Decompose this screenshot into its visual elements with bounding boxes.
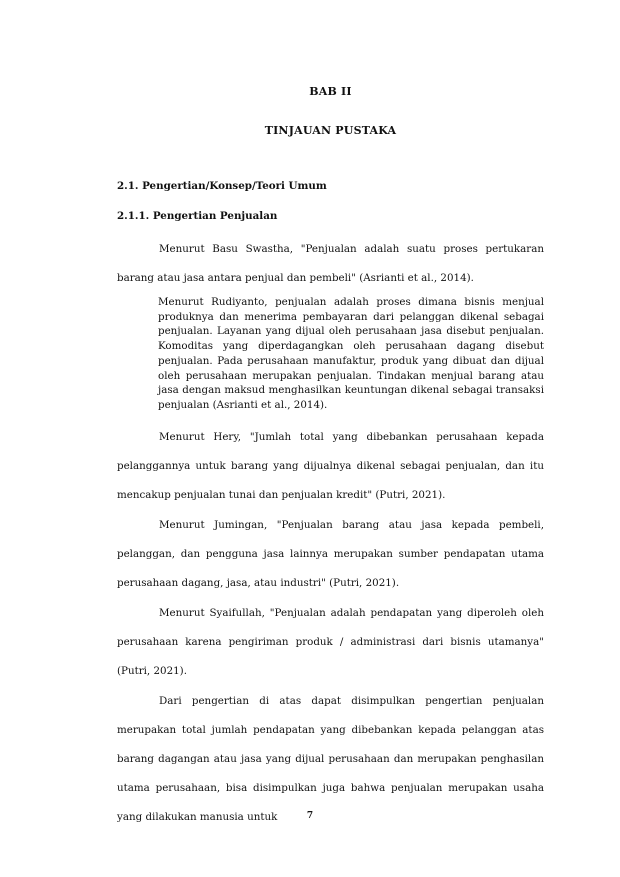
- section-heading: 2.1. Pengertian/Konsep/Teori Umum: [117, 180, 327, 192]
- page-number: 7: [306, 811, 314, 821]
- paragraph-hery: Menurut Hery, "Jumlah total yang dibebankan perusahaan kepada pelanggannya untuk barang yang dijualnya dikenal sebagai penjualan, dan itu mencakup penjualan tunai dan penjualan kredit" (Putri, 2021).: [117, 431, 544, 501]
- paragraph-syaifullah: Menurut Syaifullah, "Penjualan adalah pendapatan yang diperoleh oleh perusahaan karena pengiriman produk / administrasi dari bisnis utamanya" (Putri, 2021).: [117, 607, 544, 677]
- paragraph-jumingan: Menurut Jumingan, "Penjualan barang atau jasa kepada pembeli, pelanggan, dan pengguna jasa lainnya merupakan sumber pendapatan utama perusahaan dagang, jasa, atau industri" (Putri, 2021).: [117, 519, 544, 589]
- block-quote-rudiyanto: Menurut Rudiyanto, penjualan adalah proses dimana bisnis menjual produknya dan menerima pembayaran dari pelanggan dikenal sebagai penjualan. Layanan yang dijual oleh perusahaan jasa disebut penjualan. Komoditas yang diperdagangkan oleh perusahaan dagang disebut penjualan. Pada perusahaan manufaktur, produk yang dibuat dan dijual oleh perusahaan merupakan penjualan. Tindakan menjual barang atau jasa dengan maksud menghasilkan keuntungan dikenal sebagai transaksi penjualan (Asrianti et al., 2014).: [158, 296, 544, 411]
- chapter-number: BAB II: [309, 85, 352, 98]
- chapter-title: TINJAUAN PUSTAKA: [264, 124, 397, 137]
- subsection-heading: 2.1.1. Pengertian Penjualan: [117, 210, 278, 222]
- paragraph-basu-swastha: Menurut Basu Swastha, "Penjualan adalah suatu proses pertukaran barang atau jasa antara penjual dan pembeli" (Asrianti et al., 2014).: [117, 243, 544, 284]
- paragraph-conclusion: Dari pengertian di atas dapat disimpulkan pengertian penjualan merupakan total jumlah pendapatan yang dibebankan kepada pelanggan atas barang dagangan atau jasa yang dijual perusahaan dan merupakan penghasilan utama perusahaan, bisa disimpulkan juga bahwa penjualan merupakan usaha yang dilakukan manusia untuk: [117, 695, 544, 823]
